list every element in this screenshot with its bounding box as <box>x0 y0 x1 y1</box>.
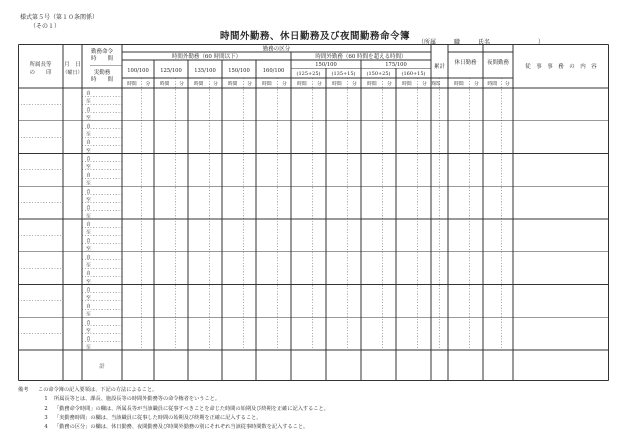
note-item <box>18 414 329 423</box>
note-item <box>18 405 329 414</box>
hour-label: 時間 <box>262 82 272 87</box>
to-label: 至 <box>86 263 91 269</box>
rate-sub-label: (135+15) <box>331 71 356 77</box>
minute-label: 分 <box>421 82 427 87</box>
holiday-header: 休日勤務 <box>454 60 477 66</box>
from-label: 自 <box>86 189 91 195</box>
hour-label: 時間 <box>430 82 440 87</box>
hour-label: 時間 <box>367 82 377 87</box>
note-item <box>18 423 329 432</box>
hour-label: 時間 <box>193 82 204 87</box>
rate-label: 125/100 <box>160 68 182 74</box>
note-number: 3 <box>44 414 48 421</box>
note-item <box>18 395 329 404</box>
minute-label: 分 <box>247 82 252 87</box>
rate-label: 150/100 <box>315 62 337 68</box>
note-text: 所属長等とは、課長、施設長等の時間外勤務等の命令権者をいうこと。 <box>54 396 221 403</box>
total-row-label: 計 <box>99 364 105 370</box>
hour-label: 時間 <box>487 82 498 87</box>
rate-label: 135/100 <box>194 68 216 74</box>
night-header: 夜間勤務 <box>486 60 510 66</box>
note-number: 1 <box>44 396 48 403</box>
from-label: 自 <box>86 140 91 146</box>
notes-section <box>18 386 329 432</box>
note-text: 「実勤務時間」の欄は、当該職員に従事した時間の始期及び終期を正確に記入すること。 <box>54 414 262 421</box>
note-number: 4 <box>44 424 48 431</box>
minute-label: 分 <box>504 82 510 87</box>
rate-label: 160/100 <box>262 68 285 74</box>
to-label: 至 <box>86 312 91 318</box>
minute-label: 分 <box>316 82 322 87</box>
order-time-header: 時 間 <box>90 56 114 62</box>
rate-label: 100/100 <box>127 68 149 74</box>
overtime-under-60-label: 時間外勤務（60 時間以下） <box>171 54 242 60</box>
from-label: 自 <box>86 255 91 261</box>
actual-time-header: 時 間 <box>90 77 114 83</box>
rate-label: 175/100 <box>385 62 407 68</box>
affiliation-header: の 印 <box>29 70 52 76</box>
overtime-over-60-label: 時間外勤務（60 時間を超える時間） <box>315 54 407 60</box>
from-label: 自 <box>86 337 91 343</box>
from-label: 自 <box>86 304 91 310</box>
to-label: 至 <box>86 181 91 187</box>
to-label: 至 <box>86 116 91 122</box>
total-header: 累計 <box>433 64 446 70</box>
form-number: 様式第５号（第１０条関係） <box>20 14 99 21</box>
hour-label: 時間 <box>454 82 464 87</box>
hour-label: 時間 <box>297 82 307 87</box>
to-label: 至 <box>86 99 91 105</box>
minute-label: 分 <box>179 82 184 87</box>
rate-label: 150/100 <box>228 68 250 74</box>
from-label: 自 <box>86 271 91 277</box>
from-label: 自 <box>86 222 91 228</box>
from-label: 自 <box>86 157 91 163</box>
to-label: 至 <box>86 214 91 220</box>
to-label: 至 <box>86 247 91 253</box>
affiliation-line: （所属 職 氏名 ） <box>418 39 545 46</box>
to-label: 至 <box>86 328 91 334</box>
from-label: 自 <box>86 238 91 244</box>
actual-time-header: 実勤務 <box>93 70 111 76</box>
date-header: 月 日 <box>64 62 81 68</box>
affiliation-header: 所属長等 <box>29 62 52 68</box>
rate-sub-label: (125+25) <box>296 71 321 77</box>
minute-label: 分 <box>213 82 218 87</box>
rate-sub-label: (160+15) <box>401 71 426 77</box>
form-part: （その１） <box>30 23 61 30</box>
hour-label: 時間 <box>332 82 342 87</box>
from-label: 自 <box>86 107 91 113</box>
to-label: 至 <box>86 132 91 138</box>
from-label: 自 <box>86 173 91 179</box>
to-label: 至 <box>86 230 91 236</box>
to-label: 至 <box>86 345 91 351</box>
to-label: 至 <box>86 296 91 302</box>
minute-label: 分 <box>386 82 392 87</box>
to-label: 至 <box>86 279 91 285</box>
from-label: 自 <box>86 288 91 294</box>
hour-label: 時間 <box>227 82 238 87</box>
hour-label: 時間 <box>127 82 137 87</box>
note-text: 「勤務の区分」の欄は、休日勤務、夜間勤務及び時間外勤務の別にそれぞれ当該従事時間数を記入すること。 <box>54 424 309 431</box>
hour-label: 時間 <box>402 82 412 87</box>
form-title: 時間外勤務、休日勤務及び夜間勤務命令簿 <box>219 31 410 42</box>
note-number: 2 <box>44 405 48 412</box>
to-label: 至 <box>86 197 91 203</box>
minute-label: 分 <box>351 82 357 87</box>
minute-label: 分 <box>281 82 287 87</box>
notes-intro: この命令簿の記入要領は、下記の方法によること。 <box>38 387 158 393</box>
minute-label: 分 <box>145 82 151 87</box>
from-label: 自 <box>86 124 91 130</box>
from-label: 自 <box>86 320 91 326</box>
rate-sub-label: (150+25) <box>366 71 391 77</box>
from-label: 自 <box>86 91 91 97</box>
to-label: 至 <box>86 148 91 154</box>
order-register-table <box>18 44 609 381</box>
from-label: 自 <box>86 206 91 212</box>
notes-intro-row <box>18 386 329 395</box>
date-header: （曜日） <box>62 70 83 76</box>
order-time-header: 勤務命令 <box>90 49 114 55</box>
hour-label: 時間 <box>159 82 170 87</box>
notes-label: 備考 <box>18 387 29 393</box>
note-text: 「勤務命令時間」の欄は、所属長等が当該職員に従事すべきことを命じた時間の始期及び終期を正確に記入すること。 <box>54 405 329 412</box>
group-header-label: 勤務の区分 <box>262 46 291 53</box>
minute-label: 分 <box>473 82 479 87</box>
remarks-header: 従 事 事 務 の 内 容 <box>525 64 597 70</box>
to-label: 至 <box>86 165 91 171</box>
